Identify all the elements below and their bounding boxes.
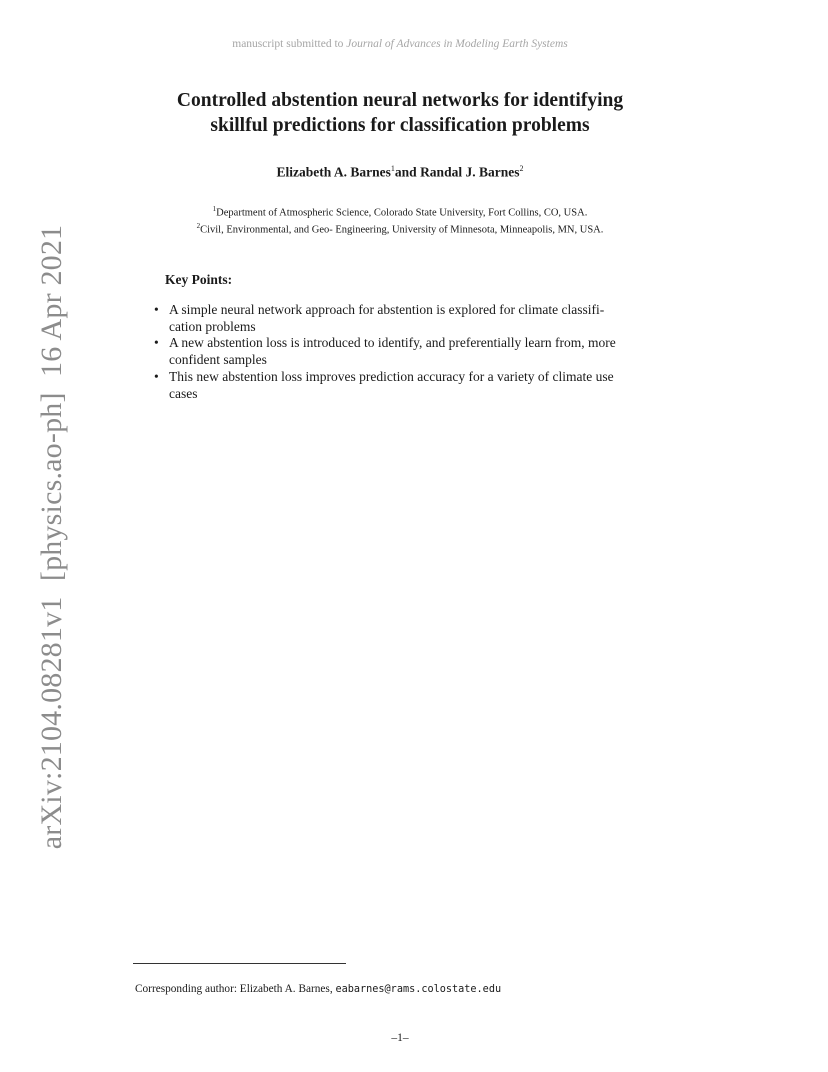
- footnote-label: Corresponding author: Elizabeth A. Barnes,: [135, 983, 336, 995]
- corresponding-author-footnote: [135, 983, 501, 995]
- page-number: –1–: [391, 1032, 409, 1044]
- key-points-list: [150, 302, 665, 402]
- affiliation-mark: 1: [212, 205, 217, 213]
- key-point-item: [150, 302, 665, 335]
- key-point-item: [150, 369, 665, 402]
- affiliation-mark: 2: [196, 221, 201, 230]
- journal-header: [0, 38, 800, 50]
- author-conjunction: and: [394, 164, 417, 180]
- paper-title-line-2: skillful predictions for classification problems: [210, 115, 590, 136]
- author-list: [0, 164, 800, 181]
- affiliation-text: Department of Atmospheric Science, Colorado State University, Fort Collins, CO, USA.: [216, 207, 588, 219]
- key-point-text-line: A simple neural network approach for abstention is explored for climate classifi-: [169, 302, 605, 317]
- footnote-divider: [133, 963, 346, 964]
- key-point-text-line: A new abstention loss is introduced to identify, and preferentially learn from, more: [169, 335, 616, 351]
- affiliation-text: Civil, Environmental, and Geo- Engineering, University of Minnesota, Minneapolis, MN, USA.: [200, 224, 604, 235]
- key-point-text-line: This new abstention loss improves prediction accuracy for a variety of climate use: [169, 368, 614, 384]
- key-point-text-line: confident samples: [169, 352, 267, 368]
- bullet-icon: •: [154, 368, 159, 384]
- author-name: Elizabeth A. Barnes: [276, 164, 391, 180]
- paper-title: [0, 88, 800, 138]
- journal-name: Journal of Advances in Modeling Earth Systems: [346, 38, 568, 50]
- author-affiliation-mark: 1: [390, 164, 395, 173]
- author-name: Randal J. Barnes: [420, 164, 520, 180]
- bullet-icon: •: [154, 335, 159, 351]
- key-point-text-line: cases: [169, 385, 198, 401]
- bullet-icon: •: [154, 302, 159, 317]
- corresponding-author-email: eabarnes@rams.colostate.edu: [335, 984, 502, 995]
- affiliation: [0, 203, 800, 220]
- arxiv-identifier-stamp: arXiv:2104.08281v1 [physics.ao-ph] 16 Apr 2021: [35, 224, 68, 850]
- affiliation: [0, 220, 800, 237]
- key-point-text-line: cation problems: [169, 318, 256, 334]
- journal-header-prefix: manuscript submitted to: [232, 38, 347, 50]
- key-point-item: [150, 335, 665, 368]
- paper-title-line-1: Controlled abstention neural networks for identifying: [176, 90, 624, 111]
- key-points-heading: Key Points:: [165, 272, 233, 287]
- author-affiliation-mark: 2: [519, 164, 524, 173]
- affiliation-list: [0, 203, 800, 236]
